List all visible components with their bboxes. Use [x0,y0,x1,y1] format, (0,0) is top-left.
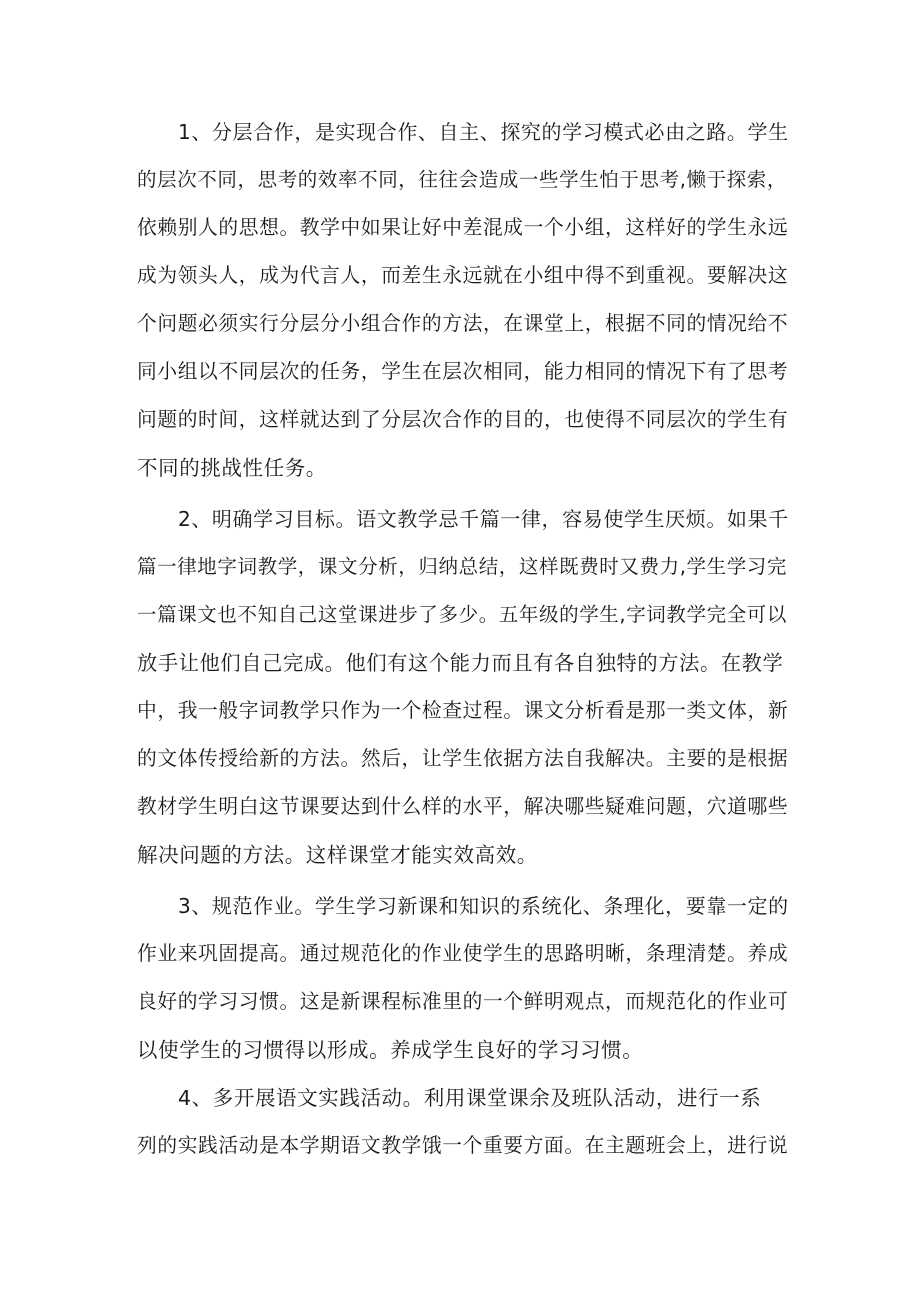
text-line: 4、多开展语文实践活动。利用课堂课余及班队活动，进行一系 [178,1086,762,1110]
text-line: 不同的挑战性任务。 [137,456,327,480]
text-line: 篇一律地字词教学，课文分析，归纳总结，这样既费时又费力,学生学习完 [137,555,787,578]
text-line: 个问题必须实行分层分小组合作的方法，在课堂上，根据不同的情况给不 [137,312,789,335]
text-line: 的文体传授给新的方法。然后，让学生依据方法自我解决。主要的是根据 [137,747,789,770]
text-line: 良好的学习习惯。这是新课程标准里的一个鲜明观点，而规范化的作业可 [137,990,789,1013]
text-line: 中，我一般字词教学只作为一个检查过程。课文分析看是那一类文体，新 [137,699,789,722]
text-line: 教材学生明白这节课要达到什么样的水平，解决哪些疑难问题，穴道哪些 [137,795,789,818]
text-line: 依赖别人的思想。教学中如果让好中差混成一个小组，这样好的学生永远 [137,216,789,239]
text-line: 解决问题的方法。这样课堂才能实效高效。 [137,843,538,867]
text-line: 的层次不同，思考的效率不同，往往会造成一些学生怕于思考,懒于探索， [137,168,787,191]
text-line: 放手让他们自己完成。他们有这个能力而且有各自独特的方法。在教学 [137,651,784,675]
text-line: 2、明确学习目标。语文教学忌千篇一律，容易使学生厌烦。如果千 [178,507,789,531]
text-line: 列的实践活动是本学期语文教学饿一个重要方面。在主题班会上，进行说 [137,1134,789,1157]
text-line: 问题的时间，这样就达到了分层次合作的目的，也使得不同层次的学生有 [137,408,789,431]
text-line: 成为领头人，成为代言人，而差生永远就在小组中得不到重视。要解决这 [137,264,789,287]
text-line: 3、规范作业。学生学习新课和知识的系统化、条理化，要靠一定的 [178,894,789,918]
text-line: 一篇课文也不知自己这堂课进步了多少。五年级的学生,字词教学完全可以 [137,603,787,626]
text-line: 作业来巩固提高。通过规范化的作业使学生的思路明晰，条理清楚。养成 [137,942,789,965]
text-line: 以使学生的习惯得以形成。养成学生良好的学习习惯。 [137,1038,644,1062]
text-line: 1、分层合作，是实现合作、自主、探究的学习模式必由之路。学生 [178,120,789,144]
text-line: 同小组以不同层次的任务，学生在层次相同，能力相同的情况下有了思考 [137,360,789,383]
